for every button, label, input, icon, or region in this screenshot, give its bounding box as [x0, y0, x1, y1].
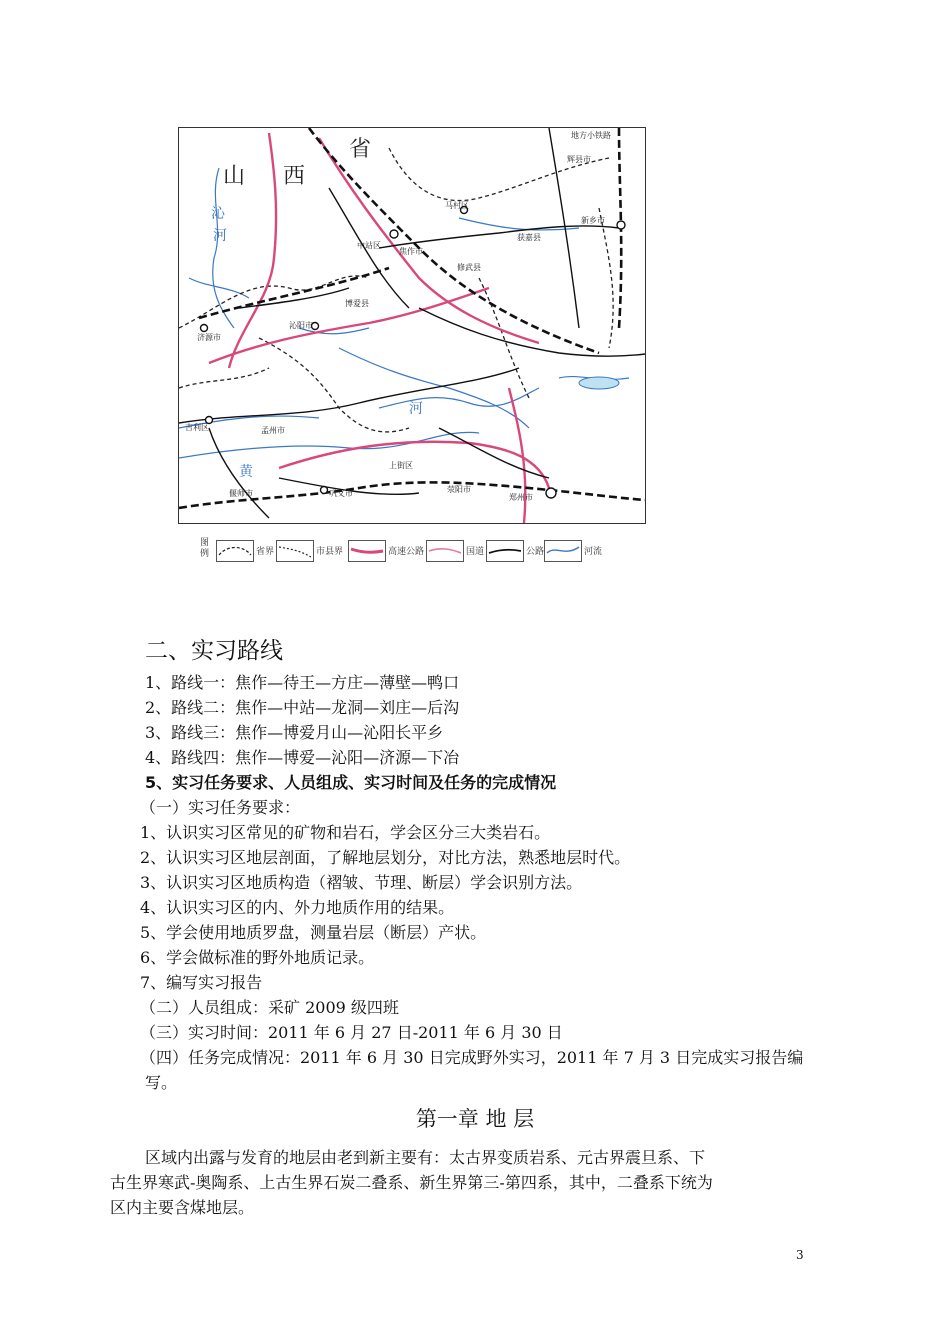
legend-label: 省界 — [256, 547, 275, 557]
legend-label: 高速公路 — [388, 547, 425, 557]
map-place-label: 偃师市 — [229, 489, 253, 498]
map-place-label: 孟州市 — [261, 426, 285, 435]
regional-map — [178, 127, 646, 524]
legend-label: 市县界 — [316, 547, 344, 557]
route-item: 1、路线一：焦作—待王—方庄—薄壁—鸭口 — [145, 673, 460, 692]
map-place-label: 吉利区 — [185, 423, 209, 432]
legend-swatch-road — [486, 540, 524, 562]
map-place-label: 上街区 — [389, 461, 413, 470]
map-place-label: 中站区 — [357, 241, 381, 250]
personnel-line: （二）人员组成：采矿 2009 级四班 — [140, 998, 399, 1017]
section-title: 二、实习路线 — [145, 638, 283, 664]
time-line: （三）实习时间：2011 年 6 月 27 日-2011 年 6 月 30 日 — [140, 1023, 563, 1042]
map-graphic — [179, 128, 645, 523]
task-item: 2、认识实习区地层剖面，了解地层划分，对比方法，熟悉地层时代。 — [140, 848, 631, 867]
route-item: 2、路线二：焦作—中站—龙洞—刘庄—后沟 — [145, 698, 460, 717]
map-place-label: 修武县 — [457, 263, 481, 272]
page-number: 3 — [796, 1248, 804, 1262]
completion-line: （四）任务完成情况：2011 年 6 月 30 日完成野外实习，2011 年 7 月 3 日完成实习报告编 — [140, 1048, 804, 1067]
map-place-label: 荥阳市 — [447, 485, 471, 494]
legend-swatch-national-road — [426, 540, 464, 562]
task-item: 3、认识实习区地质构造（褶皱、节理、断层）学会识别方法。 — [140, 873, 583, 892]
task-item: 5、学会使用地质罗盘，测量岩层（断层）产状。 — [140, 923, 487, 942]
map-place-label: 获嘉县 — [517, 233, 541, 242]
map-place-label: 沁阳市 — [289, 321, 313, 330]
legend-swatch-river — [544, 540, 582, 562]
map-region-label: 山 — [223, 164, 246, 189]
completion-line-cont: 写。 — [145, 1073, 178, 1092]
task-item: 1、认识实习区常见的矿物和岩石，学会区分三大类岩石。 — [140, 823, 551, 842]
legend-label: 公路 — [526, 547, 545, 557]
legend-swatch-county — [276, 540, 314, 562]
map-legend — [200, 538, 603, 564]
map-river-label: 黄 — [239, 464, 253, 480]
map-place-label: 新乡市 — [581, 216, 605, 225]
chapter-paragraph-line: 区内主要含煤地层。 — [110, 1198, 255, 1217]
map-place-label: 地方小铁路 — [571, 131, 611, 140]
map-region-label: 西 — [283, 164, 306, 189]
map-place-label: 巩义市 — [329, 489, 353, 498]
map-place-label: 济源市 — [197, 333, 221, 342]
map-place-label: 焦作市 — [399, 247, 423, 256]
task-item: 4、认识实习区的内、外力地质作用的结果。 — [140, 898, 455, 917]
map-river-label: 河 — [409, 401, 423, 417]
legend-title: 图例 — [200, 538, 210, 559]
route-item: 3、路线三：焦作—博爱月山—沁阳长平乡 — [145, 723, 444, 742]
map-place-label: 郑州市 — [509, 493, 533, 502]
legend-swatch-province — [216, 540, 254, 562]
map-river-label: 沁 — [211, 206, 225, 222]
map-place-label: 辉县市 — [567, 155, 591, 164]
legend-label: 河流 — [584, 547, 603, 557]
map-place-label: 博爱县 — [345, 299, 369, 308]
chapter-paragraph-line: 古生界寒武-奥陶系、上古生界石炭二叠系、新生界第三-第四系，其中，二叠系下统为 — [110, 1173, 713, 1192]
subsection-title: （一）实习任务要求： — [140, 798, 301, 817]
task-item: 7、编写实习报告 — [140, 973, 263, 992]
route-item: 4、路线四：焦作—博爱—沁阳—济源—下冶 — [145, 748, 460, 767]
chapter-title: 第一章 地 层 — [415, 1107, 535, 1131]
map-place-label: 马村区 — [445, 201, 469, 210]
task-item: 6、学会做标准的野外地质记录。 — [140, 948, 375, 967]
chapter-paragraph-line: 区域内出露与发育的地层由老到新主要有：太古界变质岩系、元古界震旦系、下 — [145, 1148, 706, 1167]
map-river-label: 河 — [213, 228, 227, 244]
legend-swatch-expressway — [348, 540, 386, 562]
legend-label: 国道 — [466, 547, 485, 557]
task-heading: 5、实习任务要求、人员组成、实习时间及任务的完成情况 — [145, 773, 557, 792]
map-region-label: 省 — [349, 137, 372, 162]
